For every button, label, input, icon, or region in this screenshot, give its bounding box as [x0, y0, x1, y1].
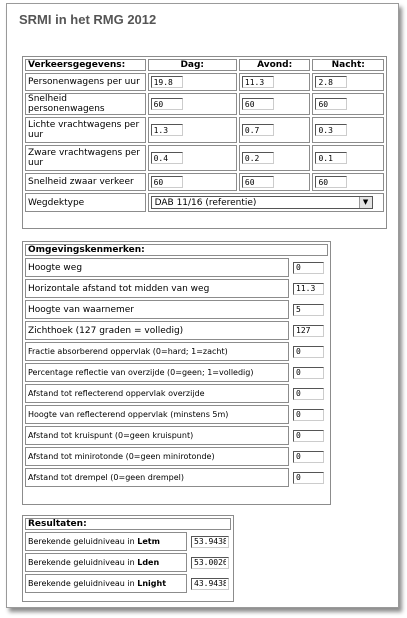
environment-row-label: Hoogte van waarnemer: [25, 300, 289, 319]
traffic-row-label: Lichte vrachtwagens per uur: [25, 117, 146, 143]
night-value-input[interactable]: [315, 76, 347, 88]
result-row: [25, 532, 231, 551]
environment-row-label: Afstand tot drempel (0=geen drempel): [25, 468, 289, 487]
environment-table: [23, 242, 330, 489]
environment-row: [25, 405, 328, 424]
chevron-down-icon[interactable]: ▼: [359, 197, 372, 208]
environment-value-input[interactable]: [293, 346, 324, 358]
col-day-header: Dag:: [148, 59, 237, 71]
result-unit: Letm: [137, 536, 160, 546]
environment-row: [25, 342, 328, 361]
environment-panel: [22, 241, 331, 505]
night-value-input[interactable]: [315, 152, 347, 164]
traffic-row-label: Personenwagens per uur: [25, 73, 146, 91]
night-value-input[interactable]: [315, 176, 347, 188]
result-label: [25, 574, 187, 593]
col-night-header: Nacht:: [312, 59, 384, 71]
environment-row: [25, 258, 328, 277]
environment-value-input[interactable]: [293, 388, 324, 400]
traffic-panel: [22, 56, 387, 229]
environment-header: Omgevingskenmerken:: [25, 244, 328, 256]
results-header: Resultaten:: [25, 518, 231, 530]
col-evening-header: Avond:: [239, 59, 311, 71]
results-table: [23, 516, 233, 595]
environment-row-label: Afstand tot minirotonde (0=geen minirotonde): [25, 447, 289, 466]
evening-value-input[interactable]: [242, 152, 274, 164]
environment-row-label: Afstand tot kruispunt (0=geen kruispunt): [25, 426, 289, 445]
traffic-table: [23, 57, 386, 214]
traffic-row-label: Snelheid personenwagens: [25, 93, 146, 115]
evening-value-input[interactable]: [242, 176, 274, 188]
result-label-text: Berekende geluidniveau in: [28, 578, 138, 588]
environment-row: [25, 321, 328, 340]
environment-row-label: Hoogte van reflecterend oppervlak (minstens 5m): [25, 405, 289, 424]
evening-value-input[interactable]: [242, 124, 274, 136]
environment-value-input[interactable]: [293, 409, 324, 421]
day-value-input[interactable]: [151, 176, 183, 188]
environment-value-input[interactable]: [293, 283, 324, 295]
result-label-text: Berekende geluidniveau in: [28, 557, 138, 567]
result-unit: Lnight: [137, 578, 167, 588]
evening-value-input[interactable]: [242, 76, 274, 88]
day-value-input[interactable]: [151, 98, 183, 110]
environment-row: [25, 300, 328, 319]
environment-value-input[interactable]: [293, 472, 324, 484]
environment-value-input[interactable]: [293, 451, 324, 463]
environment-row: [25, 426, 328, 445]
calculator-page: [6, 3, 399, 608]
traffic-row: [25, 93, 384, 115]
result-value-field: [191, 578, 229, 590]
result-label: [25, 553, 187, 572]
day-value-input[interactable]: [151, 76, 183, 88]
traffic-row-label: Zware vrachtwagens per uur: [25, 145, 146, 171]
day-value-input[interactable]: [151, 124, 183, 136]
result-row: [25, 553, 231, 572]
day-value-input[interactable]: [151, 152, 183, 164]
environment-value-input[interactable]: [293, 430, 324, 442]
environment-row: [25, 447, 328, 466]
environment-row-label: Horizontale afstand tot midden van weg: [25, 279, 289, 298]
night-value-input[interactable]: [315, 124, 347, 136]
result-label: [25, 532, 187, 551]
environment-value-input[interactable]: [293, 262, 324, 274]
environment-row: [25, 384, 328, 403]
environment-row: [25, 363, 328, 382]
night-value-input[interactable]: [315, 98, 347, 110]
traffic-row: [25, 145, 384, 171]
environment-row: [25, 468, 328, 487]
traffic-header: Verkeersgegevens:: [25, 59, 146, 71]
traffic-row-label: Snelheid zwaar verkeer: [25, 173, 146, 191]
results-panel: [22, 515, 234, 602]
result-unit: Lden: [137, 557, 160, 567]
environment-value-input[interactable]: [293, 304, 324, 316]
result-value-field: [191, 557, 229, 569]
road-type-value: DAB 11/16 (referentie): [154, 198, 257, 208]
environment-row-label: Afstand tot reflecterend oppervlak overzijde: [25, 384, 289, 403]
environment-row-label: Fractie absorberend oppervlak (0=hard; 1=zacht): [25, 342, 289, 361]
environment-value-input[interactable]: [293, 325, 324, 337]
environment-row-label: Zichthoek (127 graden = volledig): [25, 321, 289, 340]
road-type-label: Wegdektype: [25, 193, 146, 212]
traffic-row: [25, 73, 384, 91]
environment-row: [25, 279, 328, 298]
result-value-field: [191, 536, 229, 548]
environment-value-input[interactable]: [293, 367, 324, 379]
result-row: [25, 574, 231, 593]
environment-row-label: Hoogte weg: [25, 258, 289, 277]
road-type-select[interactable]: [151, 196, 373, 209]
page-title: SRMI in het RMG 2012: [19, 12, 157, 27]
traffic-row: [25, 117, 384, 143]
environment-row-label: Percentage reflectie van overzijde (0=geen; 1=volledig): [25, 363, 289, 382]
traffic-row: [25, 173, 384, 191]
evening-value-input[interactable]: [242, 98, 274, 110]
result-label-text: Berekende geluidniveau in: [28, 536, 138, 546]
